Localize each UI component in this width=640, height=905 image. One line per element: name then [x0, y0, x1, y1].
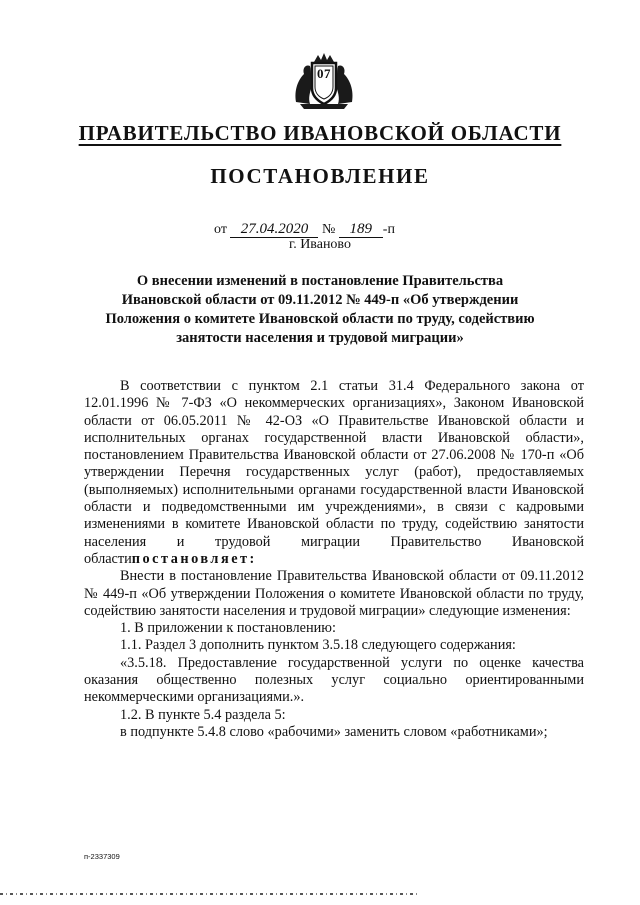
handwritten-number: 189	[339, 222, 383, 238]
number-sign: №	[321, 222, 336, 237]
government-title: ПРАВИТЕЛЬСТВО ИВАНОВСКОЙ ОБЛАСТИ	[78, 121, 562, 145]
body-paragraph-item-1-1: 1.1. Раздел 3 дополнить пунктом 3.5.18 следующего содержания:	[120, 637, 516, 654]
number-suffix: -п	[382, 222, 395, 237]
date-prefix: от	[214, 222, 227, 237]
body-paragraph-subitem: в подпункте 5.4.8 слово «рабочими» заменить словом «работниками»;	[120, 723, 548, 740]
emblem-number: 07	[317, 66, 331, 81]
body-paragraph-quote: «3.5.18. Предоставление государственной услуги по оценке качества оказания общественно полезных услуг социально ориентированными некоммерческими организациями.».	[84, 654, 584, 706]
document-type: ПОСТАНОВЛЕНИЕ	[210, 164, 430, 188]
date-number-line	[214, 222, 395, 238]
body-paragraph-item-1: 1. В приложении к постановлению:	[120, 620, 336, 637]
resolves-word: постановляет:	[131, 550, 257, 567]
handwritten-date: 27.04.2020	[230, 222, 318, 238]
document-subject: О внесении изменений в постановление Правительства Ивановской области от 09.11.2012 № 449-п «Об утверждении Положения о комитете Ивановской области по труду, содействию занятости населения и трудовой миграции»	[105, 273, 535, 346]
body-paragraph-item-1-2: 1.2. В пункте 5.4 раздела 5:	[120, 706, 286, 723]
body-paragraph-preamble	[84, 378, 584, 568]
city: г. Иваново	[289, 237, 351, 252]
coat-of-arms-emblem	[292, 52, 356, 110]
preamble-text: В соответствии с пунктом 2.1 статьи 31.4 Федерального закона от 12.01.1996 № 7-ФЗ «О некоммерческих организациях», Законом Ивановской области от 06.05.2011 № 42-ОЗ «О Правительстве Ивановской области и исполнительных органах государственной власти Ивановской области», постановлением Правительства Ивановской области от 27.06.2008 № 170-п «Об утверждении Перечня государственных услуг (работ), предоставляемых (выполняемых) исполнительными органами государственной власти Ивановской области и подведомственными им учреждениями», в связи с кадровыми изменениями в комитете Ивановской области по труду, содействию занятости населения и трудовой миграции Правительство Ивановской области	[84, 378, 584, 567]
footer-code: п-2337309	[84, 852, 120, 861]
document-body	[84, 378, 584, 741]
body-paragraph-amend: Внести в постановление Правительства Ивановской области от 09.11.2012 № 449-п «Об утверждении Положения о комитете Ивановской области по труду, содействию занятости населения и трудовой миграции» следующие изменения:	[84, 568, 584, 619]
scan-edge-line	[0, 893, 420, 895]
